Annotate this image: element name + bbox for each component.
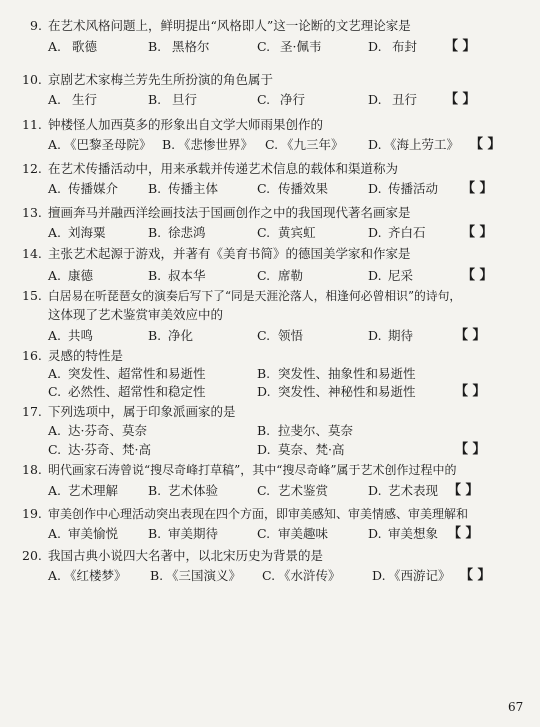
- option-letter: D.: [368, 483, 382, 498]
- option-letter: C.: [257, 483, 271, 498]
- question-stem-line2: 这体现了艺术鉴赏审美效应中的: [48, 307, 224, 322]
- question-stem: 擅画奔马并融西洋绘画技法于国画创作之中的我国现代著名画家是: [48, 205, 411, 220]
- option-letter: C.: [257, 225, 271, 240]
- option-letter: C.: [48, 442, 62, 457]
- option-letter: B.: [148, 39, 162, 54]
- answer-bracket: 【 】: [470, 137, 501, 152]
- option-letter: D.: [368, 92, 382, 107]
- option-letter: D.: [368, 268, 382, 283]
- answer-bracket: 【 】: [455, 384, 486, 399]
- option-letter: B.: [257, 366, 271, 381]
- option-letter: A.: [48, 92, 62, 107]
- option-d: 传播活动: [388, 181, 439, 196]
- answer-bracket: 【 】: [448, 483, 479, 498]
- option-letter: B.: [257, 423, 271, 438]
- option-letter: D.: [368, 39, 382, 54]
- option-b: 《悲惨世界》: [178, 137, 254, 152]
- answer-bracket: 【 】: [460, 568, 491, 583]
- option-letter: B.: [150, 568, 164, 583]
- option-b: 艺术体验: [168, 483, 219, 498]
- option-a: 传播媒介: [68, 181, 119, 196]
- option-b: 突发性、抽象性和易逝性: [278, 366, 416, 381]
- option-a: 生行: [72, 92, 98, 107]
- option-letter: A.: [48, 39, 62, 54]
- option-d: 莫奈、梵·高: [278, 442, 345, 457]
- option-letter: A.: [48, 483, 62, 498]
- answer-bracket: 【 】: [462, 268, 493, 283]
- question-number: 9.: [30, 18, 42, 33]
- option-letter: A.: [48, 568, 62, 583]
- option-c: 席勒: [278, 268, 304, 283]
- option-letter: D.: [368, 137, 382, 152]
- option-letter: C.: [262, 568, 276, 583]
- question-stem: 下列选项中，属于印象派画家的是: [48, 404, 236, 419]
- option-b: 徐悲鸿: [168, 225, 206, 240]
- option-letter: B.: [148, 225, 162, 240]
- option-a: 审美愉悦: [68, 526, 119, 541]
- option-a: 达·芬奇、莫奈: [68, 423, 147, 438]
- answer-bracket: 【 】: [445, 39, 476, 54]
- option-c: 净行: [280, 92, 306, 107]
- option-c: 艺术鉴赏: [278, 483, 329, 498]
- option-letter: A.: [48, 137, 62, 152]
- option-letter: D.: [368, 526, 382, 541]
- option-c: 圣·佩韦: [280, 39, 322, 54]
- option-d: 布封: [392, 39, 418, 54]
- option-letter: C.: [48, 384, 62, 399]
- option-letter: A.: [48, 268, 62, 283]
- option-letter: D.: [368, 181, 382, 196]
- option-d: 艺术表现: [388, 483, 439, 498]
- option-c: 黄宾虹: [278, 225, 316, 240]
- option-a: 歌德: [72, 39, 98, 54]
- page-number: 67: [508, 700, 524, 714]
- question-stem: 审美创作中心理活动突出表现在四个方面，即审美感知、审美情感、审美理解和: [48, 507, 469, 521]
- option-letter: B.: [148, 328, 162, 343]
- option-c: 领悟: [278, 328, 304, 343]
- answer-bracket: 【 】: [455, 328, 486, 343]
- option-a: 艺术理解: [68, 483, 119, 498]
- question-number: 12.: [22, 161, 42, 176]
- option-d: 尼采: [388, 268, 414, 283]
- question-number: 17.: [22, 404, 42, 419]
- option-c: 《水浒传》: [278, 568, 341, 583]
- question-number: 13.: [22, 205, 42, 220]
- option-b: 审美期待: [168, 526, 219, 541]
- option-letter: C.: [257, 268, 271, 283]
- option-b: 叔本华: [168, 268, 206, 283]
- option-letter: A.: [48, 328, 62, 343]
- option-c: 审美趣味: [278, 526, 329, 541]
- option-letter: C.: [265, 137, 279, 152]
- answer-bracket: 【 】: [455, 442, 486, 457]
- question-number: 11.: [22, 117, 42, 132]
- option-d: 丑行: [392, 92, 418, 107]
- option-b: 传播主体: [168, 181, 219, 196]
- question-20: [0, 548, 540, 608]
- option-d: 《西游记》: [388, 568, 451, 583]
- option-b: 拉斐尔、莫奈: [278, 423, 354, 438]
- option-d: 突发性、神秘性和易逝性: [278, 384, 416, 399]
- option-d: 齐白石: [388, 225, 426, 240]
- option-b: 旦行: [172, 92, 198, 107]
- option-c: 达·芬奇、梵·高: [68, 442, 151, 457]
- option-a: 《红楼梦》: [64, 568, 127, 583]
- question-stem: 京剧艺术家梅兰芳先生所扮演的角色属于: [48, 72, 274, 87]
- option-c: 必然性、超常性和稳定性: [68, 384, 206, 399]
- option-letter: A.: [48, 181, 62, 196]
- option-letter: C.: [257, 526, 271, 541]
- option-d: 期待: [388, 328, 414, 343]
- answer-bracket: 【 】: [448, 526, 479, 541]
- option-letter: D.: [257, 384, 271, 399]
- option-c: 《九三年》: [281, 137, 344, 152]
- option-letter: A.: [48, 225, 62, 240]
- question-stem: 白居易在听琵琶女的演奏后写下了“同是天涯沦落人，相逢何必曾相识”的诗句，: [48, 289, 462, 303]
- option-a: 《巴黎圣母院》: [64, 137, 152, 152]
- question-number: 18.: [22, 462, 42, 477]
- question-stem: 在艺术风格问题上，鲜明提出“风格即人”这一论断的文艺理论家是: [48, 18, 411, 33]
- option-b: 《三国演义》: [166, 568, 242, 583]
- question-stem: 钟楼怪人加西莫多的形象出自文学大师雨果创作的: [48, 117, 324, 132]
- answer-bracket: 【 】: [462, 225, 493, 240]
- option-b: 净化: [168, 328, 194, 343]
- option-a: 共鸣: [68, 328, 94, 343]
- question-number: 14.: [22, 246, 42, 261]
- option-letter: B.: [148, 181, 162, 196]
- option-a: 突发性、超常性和易逝性: [68, 366, 206, 381]
- question-number: 19.: [22, 506, 42, 521]
- question-stem: 我国古典小说四大名著中，以北宋历史为背景的是: [48, 548, 324, 563]
- question-number: 15.: [22, 288, 42, 303]
- question-stem: 在艺术传播活动中，用来承载并传递艺术信息的载体和渠道称为: [48, 161, 399, 176]
- option-letter: C.: [257, 328, 271, 343]
- option-d: 《海上劳工》: [384, 137, 460, 152]
- option-a: 刘海粟: [68, 225, 106, 240]
- question-number: 10.: [22, 72, 42, 87]
- option-c: 传播效果: [278, 181, 329, 196]
- option-letter: D.: [372, 568, 386, 583]
- question-stem: 明代画家石涛曾说“搜尽奇峰打草稿”，其中“搜尽奇峰”属于艺术创作过程中的: [48, 463, 457, 477]
- question-stem: 灵感的特性是: [48, 348, 124, 363]
- option-letter: D.: [368, 328, 382, 343]
- option-letter: B.: [148, 268, 162, 283]
- answer-bracket: 【 】: [462, 181, 493, 196]
- question-number: 16.: [22, 348, 42, 363]
- option-letter: A.: [48, 366, 62, 381]
- option-letter: C.: [257, 181, 271, 196]
- option-letter: A.: [48, 526, 62, 541]
- option-letter: A.: [48, 423, 62, 438]
- option-letter: B.: [148, 526, 162, 541]
- option-a: 康德: [68, 268, 94, 283]
- question-stem: 主张艺术起源于游戏，并著有《美育书简》的德国美学家和作家是: [48, 246, 411, 261]
- answer-bracket: 【 】: [445, 92, 476, 107]
- option-letter: D.: [257, 442, 271, 457]
- option-letter: C.: [257, 92, 271, 107]
- question-number: 20.: [22, 548, 42, 563]
- option-letter: B.: [148, 483, 162, 498]
- option-b: 黑格尔: [172, 39, 210, 54]
- option-letter: D.: [368, 225, 382, 240]
- option-letter: B.: [162, 137, 176, 152]
- option-letter: B.: [148, 92, 162, 107]
- option-letter: C.: [257, 39, 271, 54]
- option-d: 审美想象: [388, 526, 439, 541]
